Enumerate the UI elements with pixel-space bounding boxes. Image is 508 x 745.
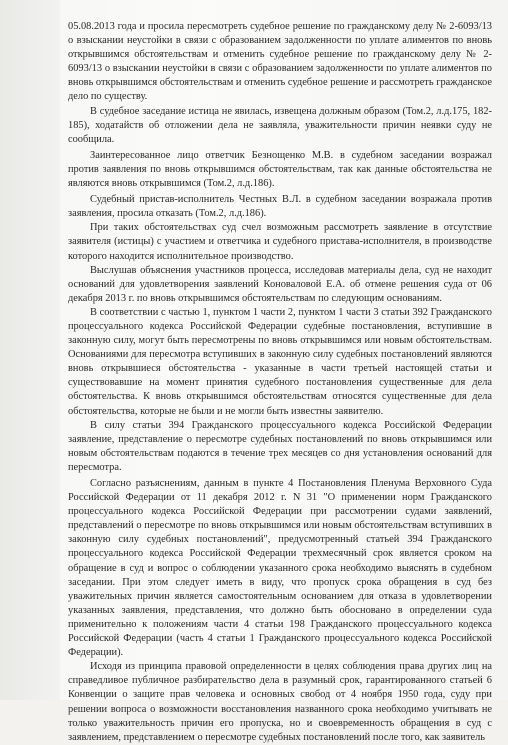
paragraph-3: Заинтересованное лицо ответчик Безнощенко М.В. в судебном заседании возражал против заявления по вновь открывшимся обстоятельствам, так как данные обстоятельства не являются вновь открывшимся (Том.2, л.д.186).: [68, 149, 492, 190]
paragraph-5: При таких обстоятельствах суд счел возможным рассмотреть заявление в отсутствие заявителя (истицы) с участием и ответчика и судебного пристава-исполнителя, в производстве которого находится исполнительное производство.: [68, 222, 492, 262]
document-body: [68, 20, 492, 745]
paragraph-6: Выслушав объяснения участников процесса, исследовав материалы дела, суд не находит оснований для удовлетворения заявлений Коноваловой Е.А. об отмене решения суда от 06 декабря 2013 г. по вновь открывшимся обстоятельствам по следующим основаниям.: [68, 264, 492, 304]
paragraph-8: В силу статьи 394 Гражданского процессуального кодекса Российской Федерации заявление, представление о пересмотре судебных постановлений по вновь открывшимся или новым обстоятельствам подаются в течение трех месяцев со дня установления оснований для пересмотра.: [68, 419, 492, 473]
paragraph-2: В судебное заседание истица не явилась, извещена должным образом (Том.2, л.д.175, 182-185), ходатайств об отложении дела не заявляла, уважительности причин неявки суду не сообщила.: [68, 105, 492, 145]
paragraph-4: Судебный пристав-исполнитель Честных В.Л. в судебном заседании возражала против заявления, просила отказать (Том.2, л.д.186).: [68, 194, 492, 220]
paragraph-1: 05.08.2013 года и просила пересмотреть судебное решение по гражданскому делу № 2-6093/13 о взыскании неустойки в связи с образованием задолженности по уплате алиментов по вновь открывшимся обстоятельствам и отменить судебное решение по гражданскому делу № 2-6093/13 о взыскании неустойки в связи с образованием задолженности по уплате алиментов по вновь открывшимся обстоятельствам и отменить судебное решение и рассмотреть гражданское дело по существу.: [68, 21, 492, 103]
paragraph-7: В соответствии с частью 1, пунктом 1 части 2, пунктом 1 части 3 статьи 392 Гражданского процессуального кодекса Российской Федерации судебные постановления, вступившие в законную силу, могут быть пересмотрены по вновь открывшимся или новым обстоятельствам. Основаниями для пересмотра вступивших в законную силу судебных постановлений являются вновь открывшиеся обстоятельства - указанные в части третьей настоящей статьи и существовавшие на момент принятия судебного постановления существенные для дела обстоятельства. К вновь открывшимся обстоятельствам относятся существенные для дела обстоятельства, которые не были и не могли быть известны заявителю.: [68, 306, 492, 417]
paragraph-9: Согласно разъяснениям, данным в пункте 4 Постановления Пленума Верховного Суда Российской Федерации от 11 декабря 2012 г. N 31 "О применении норм Гражданского процессуального кодекса Российской Федерации при рассмотрении судами заявлений, представлений о пересмотре по вновь открывшимся или новым обстоятельствам вступивших в законную силу судебных постановлений", предусмотренный статьей 394 Гражданского процессуального кодекса Российской Федерации трехмесячный срок является сроком на обращение в суд и вопрос о соблюдении указанного срока необходимо выяснять в судебном заседании. При этом следует иметь в виду, что пропуск срока обращения в суд без уважительных причин является самостоятельным основанием для отказа в удовлетворении указанных заявления, представления, что должно быть обосновано в определении суда применительно к положениям части 4 статьи 198 Гражданского процессуального кодекса Российской Федерации (часть 4 статьи 1 Гражданского процессуального кодекса Российской Федерации).: [68, 478, 492, 659]
paragraph-10: Исходя из принципа правовой определенности в целях соблюдения права других лиц на справедливое публичное разбирательство дела в разумный срок, гарантированного статьей 6 Конвенции о защите прав человека и основных свобод от 4 ноября 1950 года, суду при решении вопроса о возможности восстановления названного срока необходимо учитывать не только уважительность причин его пропуска, но и своевременность обращения в суд с заявлением, представлением о пересмотре судебных постановлений после того, как заявитель: [68, 661, 492, 743]
